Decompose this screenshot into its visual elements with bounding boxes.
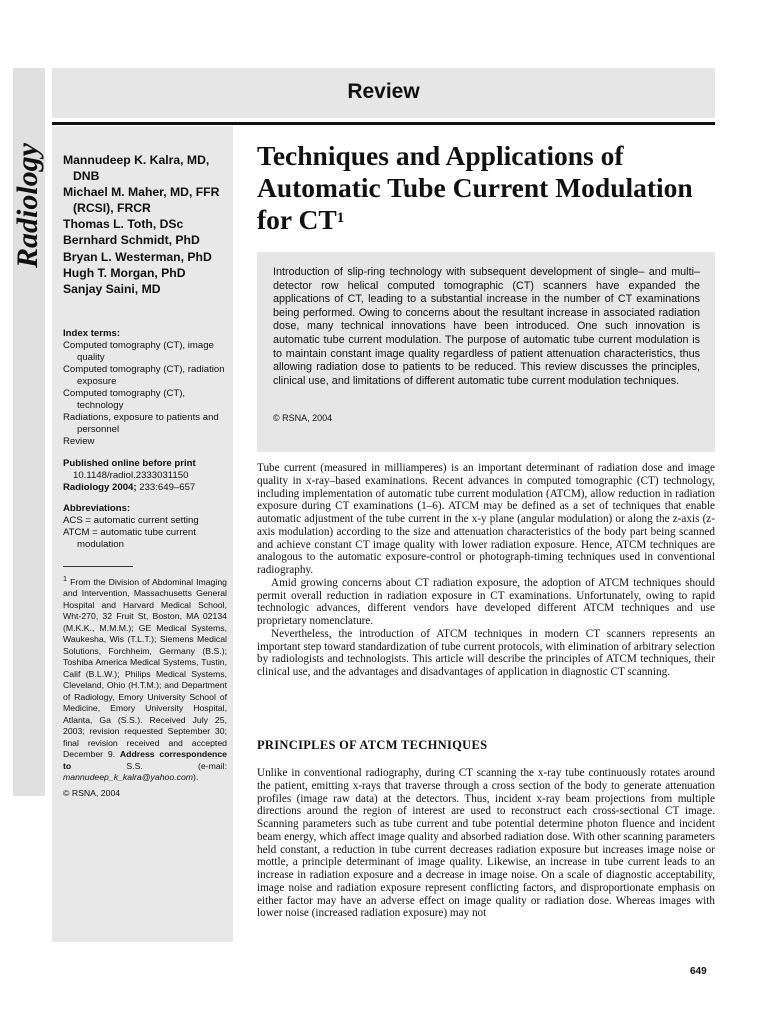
author: Bernhard Schmidt, PhD	[63, 233, 200, 248]
page-number: 649	[690, 966, 707, 977]
index-terms	[63, 328, 229, 448]
author: Michael M. Maher, MD, FFR (RCSI), FRCR	[63, 185, 220, 216]
paragraph: Amid growing concerns about CT radiation exposure, the adoption of ATCM techniques should permit overall reduction in radiation exposure in CT examinations. Unfortunately, owing to rapid technologic advances, different vendors have developed different ATCM techniques and use proprietary nomenclature.	[257, 576, 715, 627]
author: Mannudeep K. Kalra, MD, DNB	[63, 153, 210, 184]
abbreviation: ACS = automatic current setting	[63, 515, 199, 526]
email-link[interactable]: mannudeep_k_kalra@yahoo.com	[63, 772, 194, 783]
citation	[63, 482, 229, 494]
doi: 10.1148/radiol.2333031150	[73, 470, 189, 481]
title-footnote-marker: 1	[336, 210, 345, 226]
left-column	[52, 126, 233, 942]
body-intro	[257, 462, 715, 679]
title-text: Techniques and Applications of Automatic Tube Current Modulation for CT	[257, 140, 693, 235]
index-term: Review	[63, 436, 95, 447]
author-list	[63, 152, 231, 297]
author: Hugh T. Morgan, PhD	[63, 265, 186, 280]
section-banner	[52, 68, 715, 118]
abbreviations-heading: Abbreviations:	[63, 503, 131, 514]
abstract-box	[257, 252, 715, 452]
section-heading: PRINCIPLES OF ATCM TECHNIQUES	[257, 738, 488, 752]
affiliation-footnote	[63, 573, 227, 799]
paragraph: Nevertheless, the introduction of ATCM techniques in modern CT scanners represents an important step toward standardization of tube current protocols, with elimination of arbitrary selection by radiologists and technologists. This article will describe the principles of ATCM techniques, their clinical use, and the advantages and disadvantages of application in diagnostic CT scanning.	[257, 627, 715, 678]
abbreviation: ATCM = automatic tube current modulation	[63, 527, 196, 550]
author: Thomas L. Toth, DSc	[63, 217, 184, 232]
abbreviations	[63, 503, 229, 551]
paragraph: Unlike in conventional radiography, during CT scanning the x-ray tube continuously rotates around the patient, emitting x-rays that traverse through a cross section of the body to generate attenuation profiles (image raw data) at the detectors. Thus, incident x-ray beam projections from multiple directions around the region of interest are used to reconstruct each cross-sectional CT image. Scanning parameters such as tube current and tube potential determine photon fluence and incident beam energy, which affect image quality and absorbed radiation dose. With other scanning parameters held constant, a reduction in tube current decreases radiation exposure but increases image noise or mottle, a principle determinant of image quality. Likewise, an increase in tube current leads to an increase in radiation exposure and a decrease in image noise. On a scale of diagnostic acceptability, image noise and radiation exposure represent conflicting factors, and disproportionate emphasis on either factor may have an adverse effect on image quality or radiation dose. Whereas images with lower noise (increased radiation exposure) may not	[257, 767, 715, 920]
footnote-marker: 1	[63, 574, 68, 583]
address-text: S.S. (e-mail:	[126, 760, 227, 771]
footnote-text: From the Division of Abdominal Imaging and Intervention, Massachusetts General Hospital and Harvard Medical School, Wht-270, 32 Fruit St, Boston, MA 02134 (M.K.K., M.M.M.); GE Medical Systems, Waukesha, Wis (T.L.T.); Siemens Medical Solutions, Forchheim, Germany (B.S.); Toshiba America Medical Systems, Tustin, Calif (B.L.W.); Philips Medical Systems, Cleveland, Ohio (H.T.M.); and Department of Radiology, Emory University School of Medicine, Emory University Hospital, Atlanta, Ga (S.S.). Received July 25, 2003; revision requested September 30; final revision received and accepted December 9.	[63, 576, 227, 760]
author: Sanjay Saini, MD	[63, 281, 161, 296]
author: Bryan L. Westerman, PhD	[63, 249, 212, 264]
citation-label: Radiology 2004;	[63, 482, 137, 493]
paragraph: Tube current (measured in milliamperes) is an important determinant of radiation dose and image quality in x-ray–based examinations. Recent advances in computed tomographic (CT) technology, including implementation of automatic tube current modulation (ATCM), allow reduction in radiation exposure during CT examinations (1–6). ATCM may be defined as a set of techniques that enable automatic adjustment of the tube current in the x-y plane (angular modulation) or along the z-axis (z-axis modulation) according to the size and attenuation characteristics of the body part being scanned and achieve constant CT image quality with lower radiation exposure. Hence, ATCM techniques are analogous to the automatic exposure-control or photograph-timing techniques used in conventional radiography.	[257, 462, 715, 576]
citation-pages: 233:649–657	[139, 482, 196, 493]
section-label: Review	[347, 80, 420, 103]
abstract-text: Introduction of slip-ring technology with subsequent development of single– and multi–detector row helical computed tomographic (CT) scanners have expanded the applications of CT, leading to a substantial increase in the number of CT examinations being performed. Owing to concerns about the resultant increase in associated radiation dose, many technical innovations have been introduced. One such innovation is automatic tube current modulation. The purpose of automatic tube current modulation is to maintain constant image quality regardless of patient attenuation characteristics, thus allowing radiation dose to patients to be reduced. This review discusses the principles, clinical use, and limitations of different automatic tube current modulation techniques.	[273, 266, 700, 387]
publication-info	[63, 458, 229, 494]
header-rule	[52, 122, 715, 125]
publication-heading: Published online before print	[63, 458, 196, 469]
index-term: Computed tomography (CT), technology	[63, 388, 186, 411]
footnote-copyright: © RSNA, 2004	[63, 787, 121, 798]
index-term: Radiations, exposure to patients and personnel	[63, 412, 219, 435]
address-close: ).	[193, 772, 199, 783]
index-term: Computed tomography (CT), radiation exposure	[63, 364, 225, 387]
index-terms-heading: Index terms:	[63, 328, 121, 339]
footnote-rule	[63, 566, 133, 567]
article-title	[257, 140, 717, 236]
body-principles	[257, 767, 715, 920]
journal-sidebar	[13, 68, 45, 796]
journal-name: Radiology	[11, 143, 44, 268]
index-term: Computed tomography (CT), image quality	[63, 340, 214, 363]
address-label: Address correspondence to	[63, 749, 227, 771]
abstract-copyright: © RSNA, 2004	[273, 413, 333, 423]
